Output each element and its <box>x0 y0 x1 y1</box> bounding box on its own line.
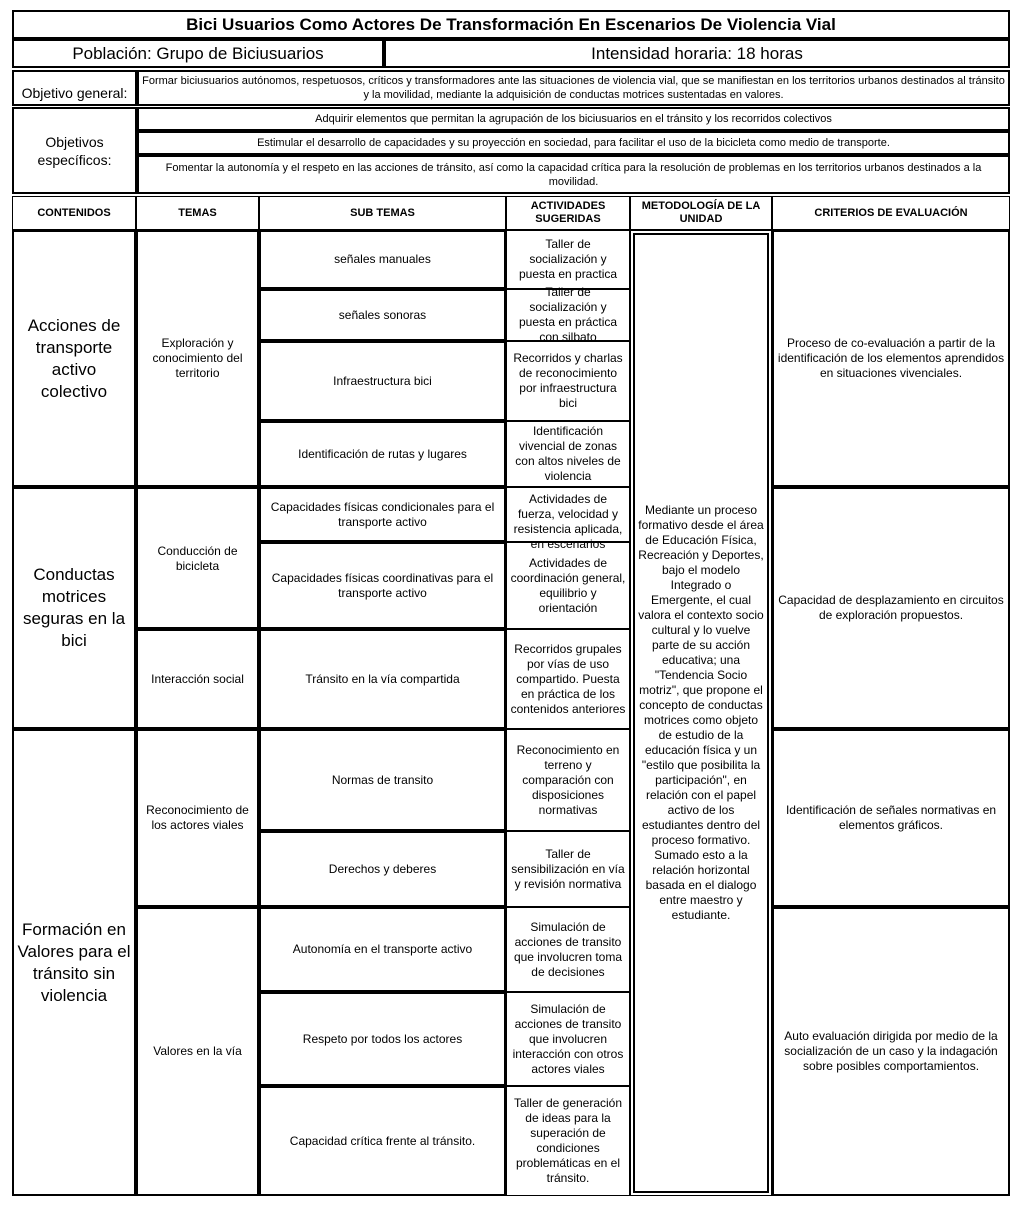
header-contenidos: CONTENIDOS <box>12 196 136 230</box>
actividad-cell: Taller de sensibilización en vía y revisión normativa <box>506 831 630 907</box>
actividad-cell: Taller de socialización y puesta en práctica con silbato <box>506 289 630 341</box>
objetivo-especifico-item: Fomentar la autonomía y el respeto en las acciones de tránsito, así como la capacidad crítica para la resolución de problemas en los territorios urbanos destinados a la movilidad. <box>137 155 1010 194</box>
objetivo-especifico-item: Adquirir elementos que permitan la agrupación de los biciusuarios en el tránsito y los recorridos colectivos <box>137 107 1010 131</box>
criterio-cell: Auto evaluación dirigida por medio de la socialización de un caso y la indagación sobre posibles comportamientos. <box>772 907 1010 1196</box>
contenido-cell: Conductas motrices seguras en la bici <box>12 487 136 729</box>
subtema-cell: Normas de transito <box>259 729 506 831</box>
objetivo-general-label: Objetivo general: <box>12 70 137 106</box>
actividad-cell: Taller de generación de ideas para la superación de condiciones problemáticas en el tránsito. <box>506 1086 630 1196</box>
tema-cell: Valores en la vía <box>136 907 259 1196</box>
subtema-cell: Capacidad crítica frente al tránsito. <box>259 1086 506 1196</box>
tema-cell: Conducción de bicicleta <box>136 487 259 629</box>
actividad-cell: Actividades de coordinación general, equilibrio y orientación <box>506 542 630 629</box>
contenido-cell: Acciones de transporte activo colectivo <box>12 230 136 487</box>
header-actividades: ACTIVIDADES SUGERIDAS <box>506 196 630 230</box>
subtema-cell: señales sonoras <box>259 289 506 341</box>
subtema-cell: Autonomía en el transporte activo <box>259 907 506 992</box>
actividad-cell: Simulación de acciones de transito que involucren interacción con otros actores viales <box>506 992 630 1086</box>
actividad-cell: Actividades de fuerza, velocidad y resistencia aplicada, en escenarios <box>506 487 630 542</box>
tema-cell: Exploración y conocimiento del territorio <box>136 230 259 487</box>
metodologia-column <box>630 230 772 1196</box>
objetivo-especifico-item: Estimular el desarrollo de capacidades y su proyección en sociedad, para facilitar el uso de la bicicleta como medio de transporte. <box>137 131 1010 155</box>
actividad-cell: Identificación vivencial de zonas con altos niveles de violencia <box>506 421 630 487</box>
criterio-cell: Proceso de co-evaluación a partir de la identificación de los elementos aprendidos en situaciones vivenciales. <box>772 230 1010 487</box>
header-temas: TEMAS <box>136 196 259 230</box>
subtema-cell: Capacidades físicas coordinativas para el transporte activo <box>259 542 506 629</box>
subtema-cell: Respeto por todos los actores <box>259 992 506 1086</box>
criterio-cell: Identificación de señales normativas en elementos gráficos. <box>772 729 1010 907</box>
subtema-cell: Capacidades físicas condicionales para el transporte activo <box>259 487 506 542</box>
objetivos-especificos-label: Objetivos específicos: <box>12 107 137 194</box>
header-criterios: CRITERIOS DE EVALUACIÓN <box>772 196 1010 230</box>
criterio-cell: Capacidad de desplazamiento en circuitos de exploración propuestos. <box>772 487 1010 729</box>
contenido-cell: Formación en Valores para el tránsito sin violencia <box>12 729 136 1196</box>
actividad-cell: Reconocimiento en terreno y comparación con disposiciones normativas <box>506 729 630 831</box>
objetivo-general-text: Formar biciusuarios autónomos, respetuosos, críticos y transformadores ante las situaciones de violencia vial, que se manifiestan en los territorios urbanos destinados al tránsito y la movilidad, mediante la adquisición de conductas motrices sustentadas en valores. <box>137 70 1010 106</box>
header-subtemas: SUB TEMAS <box>259 196 506 230</box>
page-title: Bici Usuarios Como Actores De Transformación En Escenarios De Violencia Vial <box>12 10 1010 39</box>
actividad-cell: Recorridos grupales por vías de uso compartido. Puesta en práctica de los contenidos anteriores <box>506 629 630 729</box>
actividad-cell: Recorridos y charlas de reconocimiento por infraestructura bici <box>506 341 630 421</box>
poblacion-label: Población: Grupo de Biciusuarios <box>12 39 384 68</box>
intensidad-label: Intensidad horaria: 18 horas <box>384 39 1010 68</box>
header-metodologia: METODOLOGÍA DE LA UNIDAD <box>630 196 772 230</box>
subtema-cell: Derechos y deberes <box>259 831 506 907</box>
subtema-cell: señales manuales <box>259 230 506 289</box>
actividad-cell: Taller de socialización y puesta en practica <box>506 230 630 289</box>
subtema-cell: Identificación de rutas y lugares <box>259 421 506 487</box>
tema-cell: Interacción social <box>136 629 259 729</box>
tema-cell: Reconocimiento de los actores viales <box>136 729 259 907</box>
actividad-cell: Simulación de acciones de transito que involucren toma de decisiones <box>506 907 630 992</box>
metodologia-cell: Mediante un proceso formativo desde el área de Educación Física, Recreación y Deportes, bajo el modelo Integrado o Emergente, el cual valora el contexto socio cultural y lo vuelve parte de su acción educativa; una "Tendencia Socio motriz", que propone el concepto de conductas motrices como objeto de estudio de la educación física y un "estilo que posibilita la participación", en relación con el papel activo de los estudiantes dentro del proceso formativo. Sumado esto a la relación horizontal basada en el dialogo entre maestro y estudiante. <box>633 233 769 1193</box>
subtema-cell: Infraestructura bici <box>259 341 506 421</box>
subtema-cell: Tránsito en la vía compartida <box>259 629 506 729</box>
